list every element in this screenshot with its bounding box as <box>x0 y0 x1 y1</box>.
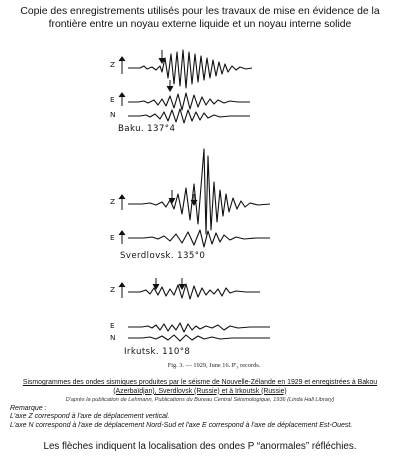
sverdlovsk-z-trace <box>128 149 270 234</box>
station-label-irkutsk: Irkutsk. 110°8 <box>124 347 191 357</box>
source-credit: D'après la publication de Lehmann, Publications du Bureau Central Séismologique, 1936 (Linda Hall Library) <box>65 397 335 403</box>
station-label-baku: Baku. 137°4 <box>118 124 176 134</box>
baku-arrival-arrow-2 <box>167 80 173 91</box>
irkutsk-arrival-arrow-1 <box>153 278 159 289</box>
figure-description: Sismogrammes des ondes sismiques produites par le séisme de Nouvelle-Zélande en 1929 et enregistrées à Bakou (Azerbaïdjan), Sverdlovsk (Russie) et à Irkoutsk (Russie) <box>22 379 378 395</box>
baku-n-trace <box>128 109 250 123</box>
remark-line-n-e-axes: L'axe N correspond à l'axe de déplacement Nord-Sud et l'axe E correspond à l'axe de déplacement Est-Ouest. <box>10 421 353 429</box>
seismogram-figure <box>100 44 310 377</box>
sverdlovsk-e-trace <box>128 230 270 247</box>
baku-z-label: Z <box>110 60 116 69</box>
baku-n-label: N <box>110 110 116 119</box>
sverdlovsk-e-label: E <box>110 233 115 242</box>
remarks-block <box>10 405 395 430</box>
baku-e-trace <box>128 93 250 110</box>
page-title: Copie des enregistrements utilisés pour les travaux de mise en évidence de la frontière entre un noyau externe liquide et un noyau interne solide <box>20 6 380 30</box>
baku-e-label: E <box>110 95 115 104</box>
sverdlovsk-z-axis-arrow <box>119 195 125 210</box>
conclusion-text: Les flèches indiquent la localisation des ondes P “anormales” réfléchies. <box>43 441 357 452</box>
irkutsk-z-axis-arrow <box>119 283 125 298</box>
irkutsk-z-label: Z <box>110 285 116 294</box>
baku-z-trace <box>128 50 252 88</box>
seismogram-traces <box>100 44 310 377</box>
irkutsk-n-trace <box>128 335 270 341</box>
irkutsk-e-label: E <box>110 321 115 330</box>
sverdlovsk-e-axis-arrow <box>119 231 125 244</box>
irkutsk-n-label: N <box>110 333 116 342</box>
irkutsk-z-trace <box>128 284 260 299</box>
baku-e-axis-arrow <box>119 93 125 106</box>
remark-line-z-axis: L'axe Z correspond à l'axe de déplacement vertical. <box>10 413 170 421</box>
irkutsk-arrival-arrow-2 <box>179 278 185 289</box>
station-label-sverdlovsk: Sverdlovsk. 135°0 <box>120 251 206 261</box>
baku-z-axis-arrow <box>119 57 125 74</box>
irkutsk-e-trace <box>128 323 270 332</box>
figure-caption: Fig. 3. — 1929, June 16. P'₃ records. <box>167 362 261 369</box>
remarks-title: Remarque : <box>10 405 47 412</box>
sverdlovsk-z-label: Z <box>110 197 116 206</box>
